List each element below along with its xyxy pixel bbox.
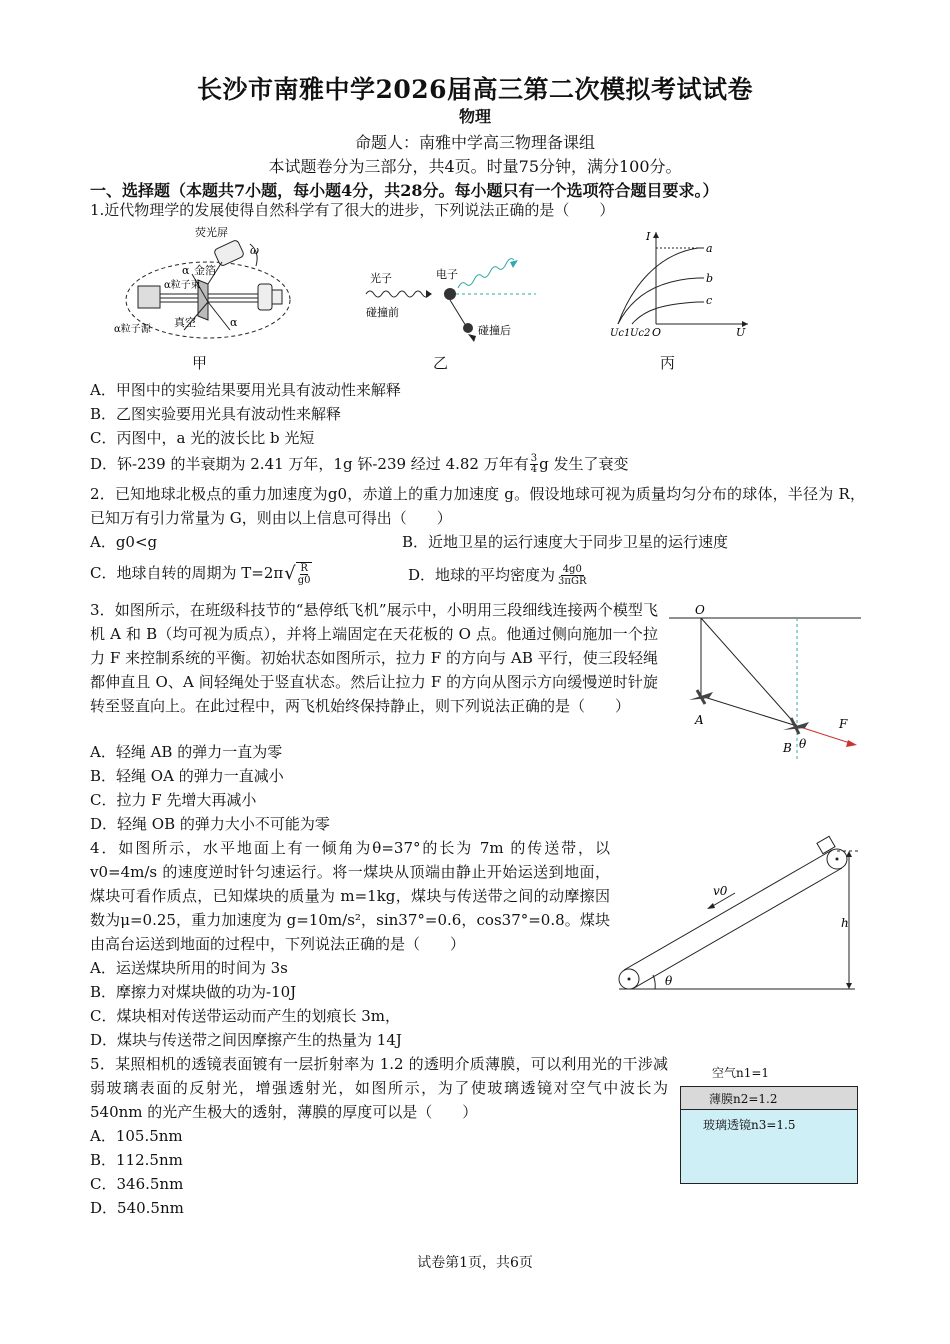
plane-b-icon xyxy=(783,718,809,734)
q3-option-a: A．轻绳 AB 的弹力一直为零 xyxy=(90,743,283,761)
label-beam: α粒子束 xyxy=(164,280,201,291)
label-b: b xyxy=(706,272,714,285)
q5-option-d: D．540.5nm xyxy=(90,1199,184,1217)
air-layer: 空气n1=1 xyxy=(712,1066,770,1080)
fraction-denominator: 4 xyxy=(530,464,538,475)
q1-caption-b: 乙 xyxy=(433,354,449,372)
q1-stem: 1.近代物理学的发展使得自然科学有了很大的进步，下列说法正确的是（ ） xyxy=(90,201,615,219)
label-v0: v0 xyxy=(713,884,728,898)
q4-option-b: B．摩擦力对煤块做的功为-10J xyxy=(90,983,297,1001)
label-before: 碰撞前 xyxy=(366,306,399,319)
q4-figure-conveyor xyxy=(615,835,865,995)
label-origin: O xyxy=(652,326,662,339)
q1-figure-rutherford xyxy=(110,222,310,352)
label-A: A xyxy=(695,713,704,727)
glass-layer: 玻璃透镜n3=1.5 xyxy=(680,1110,858,1184)
q2-option-c-text: C．地球自转的周期为 T=2π xyxy=(90,564,284,583)
fraction-numerator: 4g0 xyxy=(562,564,582,575)
sqrt-symbol: √ xyxy=(284,562,296,584)
q1-option-c: C．丙图中，a 光的波长比 b 光短 xyxy=(90,429,315,447)
label-after: 碰撞后 xyxy=(478,324,511,337)
label-omega: ω xyxy=(250,244,259,257)
q1-figure-photoelectric xyxy=(598,226,758,342)
label-alpha-2: α xyxy=(230,316,238,329)
exam-info: 本试题卷分为三部分，共4页。时量75分钟，满分100分。 xyxy=(268,157,682,176)
q2-option-d xyxy=(408,564,586,587)
q2-option-d-text: D．地球的平均密度为 xyxy=(408,565,556,584)
q3-option-c: C．拉力 F 先增大再减小 xyxy=(90,791,257,809)
page-footer: 试卷第1页，共6页 xyxy=(417,1255,533,1271)
q5-figure-layers xyxy=(680,1060,858,1184)
q3-option-b: B．轻绳 OA 的弹力一直减小 xyxy=(90,767,284,785)
fraction-numerator: R xyxy=(300,563,308,574)
q4-option-a: A．运送煤块所用的时间为 3s xyxy=(90,959,288,977)
label-O: O xyxy=(695,604,705,617)
label-h: h xyxy=(841,916,849,930)
label-F: F xyxy=(839,717,848,731)
label-a: a xyxy=(706,242,713,255)
q1-option-d-fraction xyxy=(530,454,538,475)
q1-option-d-text: D．钚-239 的半衰期为 2.41 万年，1g 钚-239 经过 4.82 万年有 xyxy=(90,454,529,473)
q1-caption-a: 甲 xyxy=(192,354,208,372)
q1-option-d xyxy=(90,454,629,475)
label-uc1: Uc1 xyxy=(610,328,631,339)
author-line: 命题人：南雅中学高三物理备课组 xyxy=(354,133,595,152)
label-foil: 金箔 xyxy=(194,264,216,277)
q2-stem: 2．已知地球北极点的重力加速度为g0，赤道上的重力加速度 g。假设地球可视为质量均匀分布的球体，半径为 R，已知万有引力常量为 G，则由以上信息可得出（ ） xyxy=(90,485,865,527)
label-alpha-1: α xyxy=(182,264,190,277)
q2-option-c-fraction xyxy=(296,562,313,586)
q1-caption-c: 丙 xyxy=(660,354,676,372)
q3-figure-planes xyxy=(665,604,865,764)
label-theta: θ xyxy=(665,974,673,988)
q3-stem: 3．如图所示，在班级科技节的“悬停纸飞机”展示中，小明用三段细线连接两个模型飞机 A 和 B（均可视为质点），并将上端固定在天花板的 O 点。他通过侧向施加一个拉力 F 来控制系统的平衡。初始状态如图所示，拉力 F 的方向与 AB 平行，使三段轻绳都伸直且 O、A 间轻绳处于竖直状态。然后让拉力 F 的方向从图示方向缓慢逆时针旋转至竖直向上。在此过程中，两飞机始终保持静止，则下列说法正确的是（ ） xyxy=(90,601,658,715)
exam-title: 长沙市南雅中学2026届高三第二次模拟考试试卷 xyxy=(196,75,754,104)
label-I: I xyxy=(646,230,651,243)
label-vacuum: 真空 xyxy=(174,316,196,329)
q1-option-d-tail: g 发生了衰变 xyxy=(539,454,629,473)
label-B: B xyxy=(783,741,792,755)
q5-option-c: C．346.5nm xyxy=(90,1175,184,1193)
label-c: c xyxy=(706,294,713,307)
subject-label: 物理 xyxy=(458,107,491,126)
label-U: U xyxy=(736,326,746,339)
q5-option-a: A．105.5nm xyxy=(90,1127,183,1145)
q5-stem: 5．某照相机的透镜表面镀有一层折射率为 1.2 的透明介质薄膜，可以利用光的干涉减弱玻璃表面的反射光，增强透射光，如图所示，为了使玻璃透镜对空气中波长为 540nm 的光产生极大的透射，薄膜的厚度可以是（ ） xyxy=(90,1055,668,1121)
fraction-denominator: g0 xyxy=(297,575,311,586)
fraction-numerator: 3 xyxy=(530,453,538,464)
label-source: α粒子源 xyxy=(114,324,151,335)
film-layer: 薄膜n2=1.2 xyxy=(680,1086,858,1110)
label-photon: 光子 xyxy=(370,272,392,285)
q4-stem: 4．如图所示，水平地面上有一倾角为θ=37°的长为 7m 的传送带，以 v0=4m/s 的速度逆时针匀速运行。将一煤块从顶端由静止开始运送到地面，煤块可看作质点，已知煤块的质量为 m=1kg，煤块与传送带之间的动摩擦因数为μ=0.25，重力加速度为 g=10m/s²，sin37°=0.6，cos37°=0.8。煤块由高台运送到地面的过程中，下列说法正确的是（ ） xyxy=(90,839,610,953)
q2-option-d-fraction xyxy=(558,564,586,587)
label-uc2: Uc2 xyxy=(630,328,651,339)
q1-figure-compton xyxy=(360,248,540,348)
q2-option-b: B．近地卫星的运行速度大于同步卫星的运行速度 xyxy=(402,533,729,551)
label-theta: θ xyxy=(799,737,807,751)
q5-option-b: B．112.5nm xyxy=(90,1151,183,1169)
q1-option-a: A．甲图中的实验结果要用光具有波动性来解释 xyxy=(90,381,401,399)
fraction-denominator: 3πGR xyxy=(558,576,587,587)
q4-option-c: C．煤块相对传送带运动而产生的划痕长 3m， xyxy=(90,1007,401,1025)
q2-option-c xyxy=(90,562,312,586)
q1-option-b: B．乙图实验要用光具有波动性来解释 xyxy=(90,405,342,423)
label-screen: 荧光屏 xyxy=(195,226,228,239)
q3-option-d: D．轻绳 OB 的弹力大小不可能为零 xyxy=(90,815,330,833)
q2-option-a: A．g0<g xyxy=(90,533,158,551)
label-electron: 电子 xyxy=(436,268,458,281)
section-heading: 一、选择题（本题共7小题，每小题4分，共28分。每小题只有一个选项符合题目要求。） xyxy=(90,181,719,200)
q4-option-d: D．煤块与传送带之间因摩擦产生的热量为 14J xyxy=(90,1031,402,1049)
